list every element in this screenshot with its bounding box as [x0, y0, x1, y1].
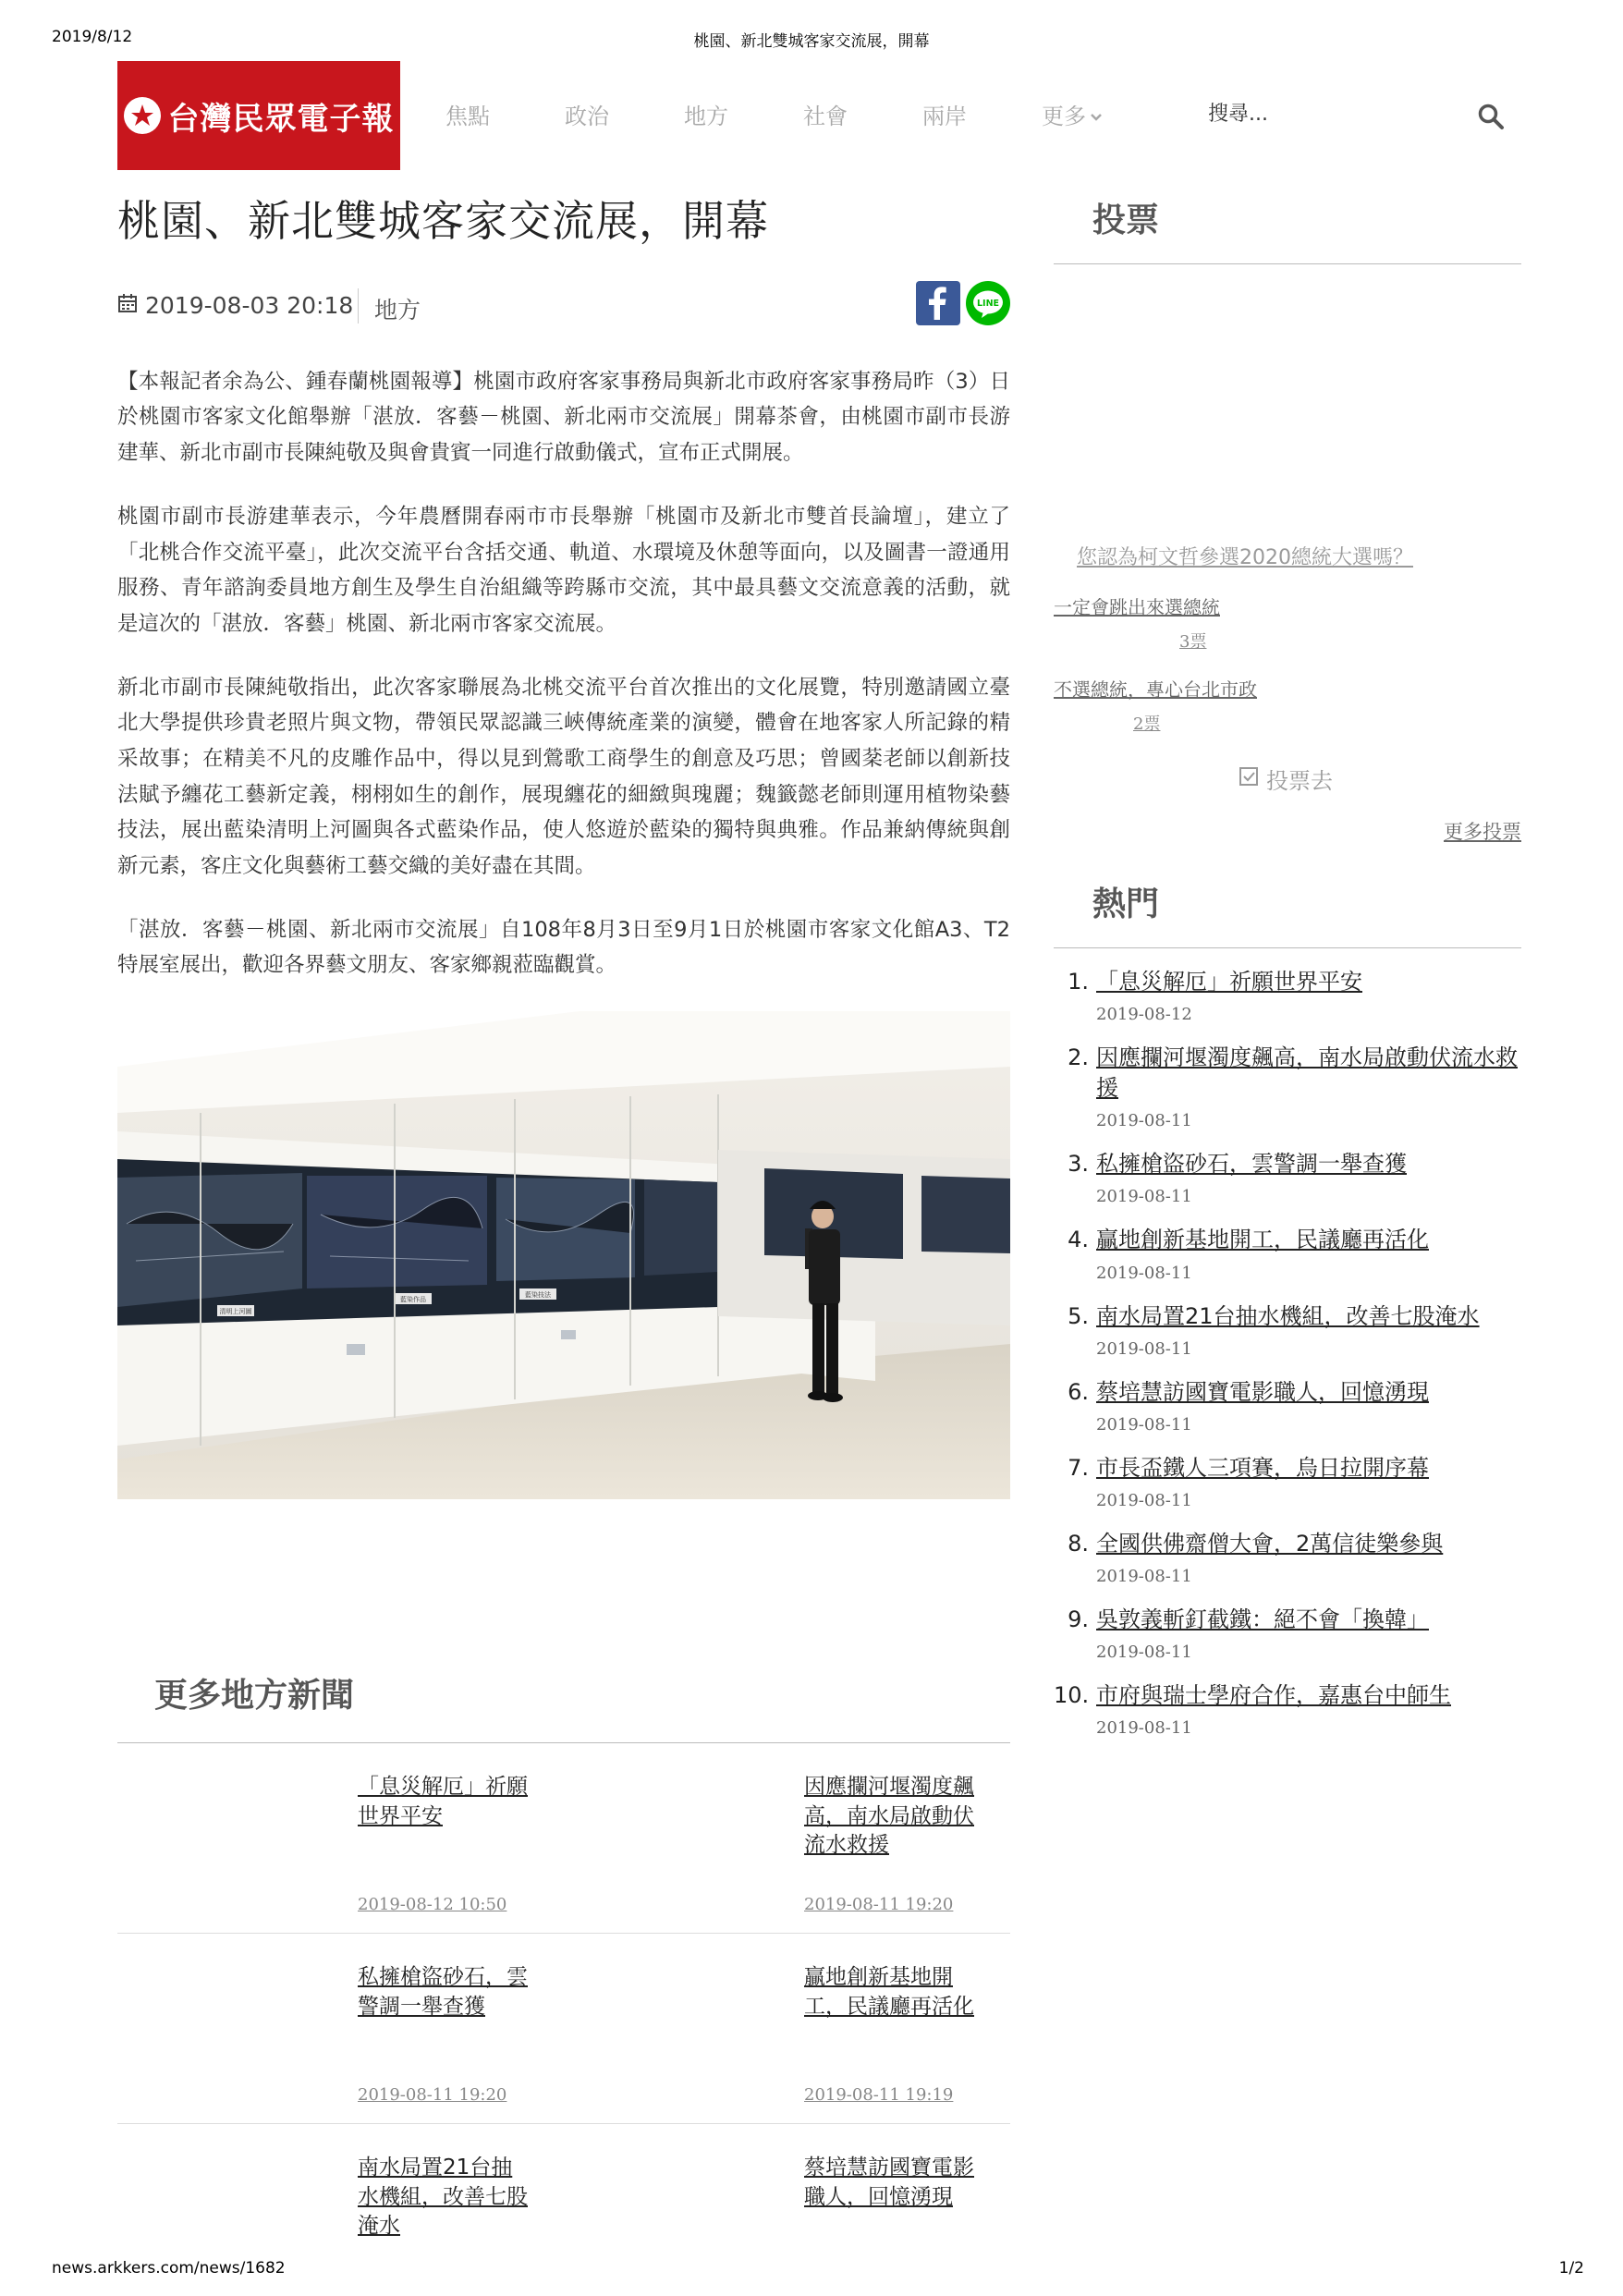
poll-heading: 投票 [1054, 194, 1521, 264]
hot-rank: 9. [1068, 1606, 1089, 1632]
more-news-card [564, 1743, 1010, 1934]
nav-item-focus[interactable]: 焦點 [445, 104, 490, 129]
sidebar [1054, 194, 1521, 1756]
print-url: news.arkkers.com/news/1682 [52, 2259, 286, 2278]
facebook-share-button[interactable] [916, 281, 960, 325]
hot-date: 2019-08-11 [1096, 1111, 1192, 1131]
print-doc-title: 桃園、新北雙城客家交流展，開幕 [693, 32, 930, 51]
more-news-title[interactable]: 「息災解厄」祈願世界平安 [358, 1775, 528, 1828]
print-footer [0, 2259, 1623, 2287]
share-buttons [916, 281, 1010, 325]
panel-caption: 藍染技法 [525, 1291, 551, 1300]
more-news-grid [117, 1743, 1010, 2296]
hot-rank: 6. [1068, 1378, 1089, 1405]
hot-rank: 8. [1068, 1530, 1089, 1557]
hot-date: 2019-08-11 [1096, 1643, 1192, 1663]
line-label: LINE [976, 298, 1000, 309]
article-date-text: 2019-08-03 20:18 [145, 291, 354, 319]
hot-item [1054, 1301, 1521, 1359]
hot-title[interactable]: 南水局置21台抽水機組，改善七股淹水 [1096, 1302, 1480, 1329]
nav-item-local[interactable]: 地方 [684, 104, 728, 129]
hot-list [1054, 967, 1521, 1738]
line-icon [966, 281, 1010, 325]
article-title: 桃園、新北雙城客家交流展，開幕 [117, 196, 769, 246]
hot-item [1054, 1149, 1521, 1206]
hot-date: 2019-08-11 [1096, 1187, 1192, 1207]
poll-question[interactable]: 您認為柯文哲參選2020總統大選嗎？ [1077, 546, 1413, 569]
hot-rank: 3. [1068, 1151, 1089, 1178]
hot-item [1054, 1453, 1521, 1510]
logo-emblem-icon [124, 97, 161, 134]
hot-date: 2019-08-12 [1096, 1005, 1192, 1025]
hot-rank: 4. [1068, 1227, 1089, 1253]
vote-button-label: 投票去 [1266, 768, 1333, 794]
article-paragraph: 【本報記者余為公、鍾春蘭桃園報導】桃園市政府客家事務局與新北市政府客家事務局昨（3）日於桃園市客家文化館舉辦「湛放．客藝－桃園、新北兩市交流展」開幕茶會，由桃園市副市長游建華、新北市副市長陳純敬及與會貴賓一同進行啟動儀式，宣布正式開展。 [117, 369, 1010, 466]
hot-rank: 7. [1068, 1454, 1089, 1481]
nav-item-politics[interactable]: 政治 [565, 104, 609, 129]
more-news-title[interactable]: 因應攔河堰濁度飆高，南水局啟動伏流水救援 [804, 1775, 974, 1858]
hot-date: 2019-08-11 [1096, 1566, 1192, 1586]
exhibition-photo [117, 1011, 1010, 1499]
article-meta [117, 281, 1010, 336]
facebook-icon [916, 281, 960, 325]
more-news-title[interactable]: 私擁槍盜砂石，雲警調一舉查獲 [358, 1965, 528, 2019]
hot-title[interactable]: 全國供佛齋僧大會，2萬信徒樂參與 [1096, 1530, 1444, 1557]
hot-item [1054, 1043, 1521, 1130]
poll-option-label[interactable]: 不選總統，專心台北市政 [1054, 678, 1257, 701]
poll-option [1054, 675, 1521, 735]
panel-caption: 清明上河圖 [219, 1308, 252, 1316]
article-paragraph: 桃園市副市長游建華表示，今年農曆開春兩市市長舉辦「桃園市及新北市雙首長論壇」，建立了「北桃合作交流平臺」，此次交流平台含括交通、軌道、水環境及休憩等面向，以及圖書一證通用服務、青年諮詢委員地方創生及學生自治組織等跨縣市交流，其中最具藝文交流意義的活動，就是這次的「湛放．客藝」桃園、新北兩市客家交流展。 [117, 504, 1010, 636]
hot-title[interactable]: 私擁槍盜砂石，雲警調一舉查獲 [1096, 1151, 1407, 1178]
chevron-down-icon [1090, 102, 1103, 128]
article-date [117, 292, 353, 319]
more-news-title[interactable]: 贏地創新基地開工，民議廳再活化 [804, 1965, 974, 2019]
hot-title[interactable]: 市府與瑞士學府合作，嘉惠台中師生 [1096, 1682, 1451, 1709]
print-date: 2019/8/12 [52, 28, 133, 46]
hot-item [1054, 1529, 1521, 1586]
line-share-button[interactable] [966, 281, 1010, 325]
hot-item [1054, 967, 1521, 1024]
panel-caption: 藍染作品 [400, 1296, 426, 1304]
hot-rank: 2. [1068, 1044, 1089, 1071]
poll-option [1054, 592, 1521, 653]
hot-rank: 1. [1068, 969, 1089, 995]
hot-title[interactable]: 贏地創新基地開工，民議廳再活化 [1096, 1227, 1429, 1253]
hot-item [1054, 1225, 1521, 1282]
hot-title[interactable]: 因應攔河堰濁度飆高，南水局啟動伏流水救援 [1096, 1044, 1518, 1102]
more-news-date[interactable]: 2019-08-12 10:50 [358, 1895, 507, 1914]
hot-title[interactable]: 吳敦義斬釘截鐵：絕不會「換韓」 [1096, 1606, 1429, 1632]
article-paragraph: 新北市副市長陳純敬指出，此次客家聯展為北桃交流平台首次推出的文化展覽，特別邀請國立臺北大學提供珍貴老照片與文物，帶領民眾認識三峽傳統產業的演變，體會在地客家人所記錄的精采故事；在精美不凡的皮雕作品中，得以見到鶯歌工商學生的創意及巧思；曾國棻老師以創新技法賦予纏花工藝新定義，栩栩如生的創作，展現纏花的細緻與瑰麗；魏籤懿老師則運用植物染藝技法，展出藍染清明上河圖與各式藍染作品，使人悠遊於藍染的獨特與典雅。作品兼納傳統與創新元素，客庄文化與藝術工藝交織的美好盡在其間。 [117, 675, 1010, 879]
more-news-heading: 更多地方新聞 [117, 1667, 1010, 1743]
article-category[interactable]: 地方 [374, 296, 421, 324]
hot-heading: 熱門 [1054, 878, 1521, 948]
article-body [117, 364, 1010, 1499]
vote-button[interactable] [1239, 763, 1521, 795]
search-icon[interactable] [1472, 98, 1509, 135]
hot-date: 2019-08-11 [1096, 1490, 1192, 1510]
more-news-date[interactable]: 2019-08-11 19:20 [804, 1895, 954, 1914]
more-news-date[interactable]: 2019-08-11 19:20 [358, 2085, 507, 2105]
print-page-number: 1/2 [1558, 2259, 1584, 2278]
hot-date: 2019-08-11 [1096, 1263, 1192, 1283]
hot-item [1054, 1680, 1521, 1738]
calendar-icon [117, 292, 138, 319]
print-header [0, 24, 1623, 52]
hot-date: 2019-08-11 [1096, 1338, 1192, 1359]
site-navbar [117, 61, 1516, 170]
more-polls-link[interactable]: 更多投票 [1444, 821, 1521, 843]
hot-rank: 5. [1068, 1302, 1089, 1329]
hot-item [1054, 1377, 1521, 1435]
hot-title[interactable]: 市長盃鐵人三項賽，烏日拉開序幕 [1096, 1454, 1429, 1481]
poll-option-count[interactable]: 2票 [1133, 714, 1161, 734]
article-paragraph: 「湛放．客藝－桃園、新北兩市交流展」自108年8月3日至9月1日於桃園市客家文化館A3、T2特展室展出，歡迎各界藝文朋友、客家鄉親蒞臨觀賞。 [117, 917, 1010, 978]
nav-item-more[interactable] [1042, 98, 1161, 130]
more-news-title[interactable]: 南水局置21台抽水機組，改善七股淹水 [358, 2156, 528, 2239]
search-input[interactable] [1208, 94, 1448, 133]
hot-title[interactable]: 蔡培慧訪國寶電影職人，回憶湧現 [1096, 1378, 1429, 1405]
nav-item-society[interactable]: 社會 [803, 104, 848, 129]
more-news-card [117, 1743, 564, 1934]
poll-option-count[interactable]: 3票 [1179, 632, 1207, 652]
checkbox-icon [1239, 766, 1259, 792]
hot-title[interactable]: 「息災解厄」祈願世界平安 [1096, 969, 1362, 995]
more-news-card [564, 1934, 1010, 2124]
article [117, 194, 1010, 1499]
hot-date: 2019-08-11 [1096, 1414, 1192, 1435]
more-news-card [117, 1934, 564, 2124]
site-logo[interactable] [117, 61, 400, 170]
more-news-title[interactable]: 蔡培慧訪國寶電影職人，回憶湧現 [804, 2156, 974, 2209]
logo-text: 台灣民眾電子報 [167, 100, 395, 138]
main-nav [445, 98, 1161, 130]
poll-option-label[interactable]: 一定會跳出來選總統 [1054, 596, 1220, 618]
hot-item [1054, 1605, 1521, 1662]
nav-item-cross-strait[interactable]: 兩岸 [922, 104, 967, 129]
nav-more-label: 更多 [1042, 104, 1086, 129]
hot-date: 2019-08-11 [1096, 1718, 1192, 1739]
meta-divider [358, 288, 359, 324]
more-local-news [117, 1667, 1010, 2296]
more-news-date[interactable]: 2019-08-11 19:19 [804, 2085, 954, 2105]
hot-rank: 10. [1054, 1682, 1090, 1709]
